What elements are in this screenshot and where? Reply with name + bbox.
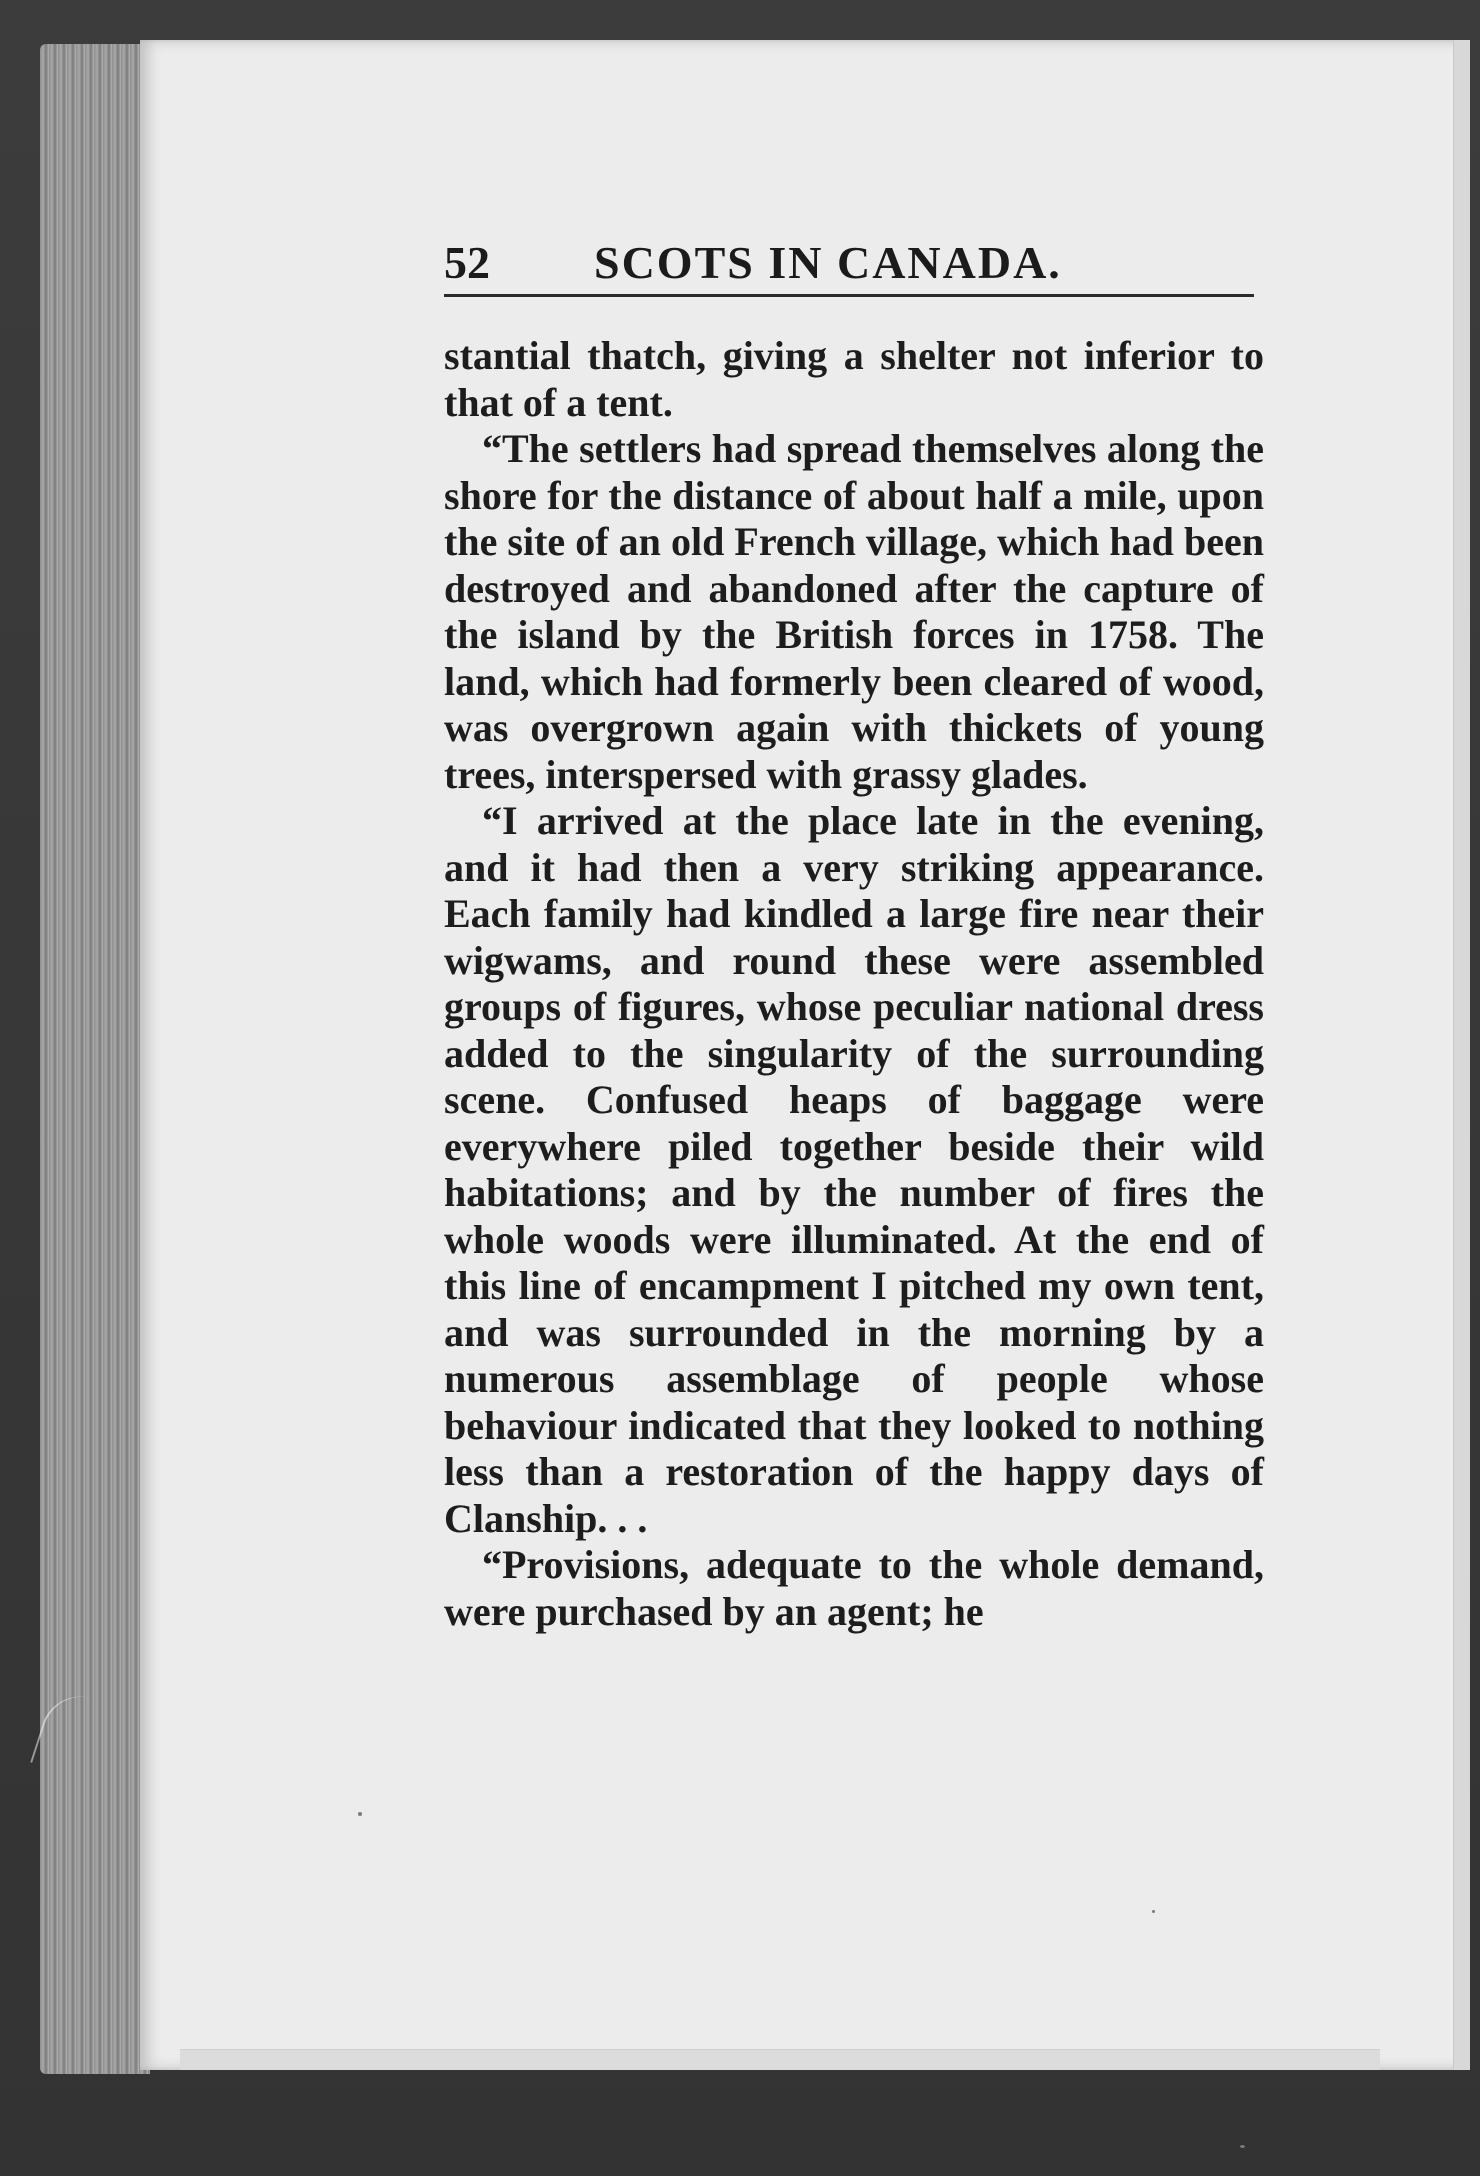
running-head bbox=[444, 236, 1254, 292]
page-bottom-margin-strip bbox=[180, 2049, 1380, 2070]
paragraph-continuation: stantial thatch, giving a shelter not inferior to that of a tent. bbox=[444, 333, 1264, 425]
paragraph-settlers: “The settlers had spread themselves along the shore for the distance of about half a mile, upon the site of an old French village, which had been destroyed and abandoned after the capture of the island by the British forces in 1758. The land, which had formerly been cleared of wood, was overgrown again with thickets of young trees, interspersed with grassy glades. bbox=[444, 426, 1264, 797]
scan-speck bbox=[1152, 1910, 1155, 1913]
scan-speck bbox=[1240, 2145, 1245, 2148]
header-rule bbox=[444, 294, 1254, 297]
running-title: SCOTS IN CANADA. bbox=[594, 237, 1062, 288]
body-text bbox=[444, 333, 1264, 1635]
paragraph-provisions: “Provisions, adequate to the whole demand, were purchased by an agent; he bbox=[444, 1542, 1264, 1634]
page-number: 52 bbox=[444, 237, 490, 288]
page-right-margin-strip bbox=[1453, 40, 1470, 2070]
scan-speck bbox=[358, 1812, 362, 1816]
paragraph-arrival: “I arrived at the place late in the evening, and it had then a very striking appearance. Each family had kindled a large fire near their wigwams, and round these were assembled groups of figures, whose peculiar national dress added to the singularity of the surrounding scene. Confused heaps of baggage were everywhere piled together beside their wild habitations; and by the number of fires the whole woods were illuminated. At the end of this line of encampment I pitched my own tent, and was surrounded in the morning by a numerous assemblage of people whose behaviour indicated that they looked to nothing less than a restoration of the happy days of Clanship. . . bbox=[444, 798, 1264, 1541]
